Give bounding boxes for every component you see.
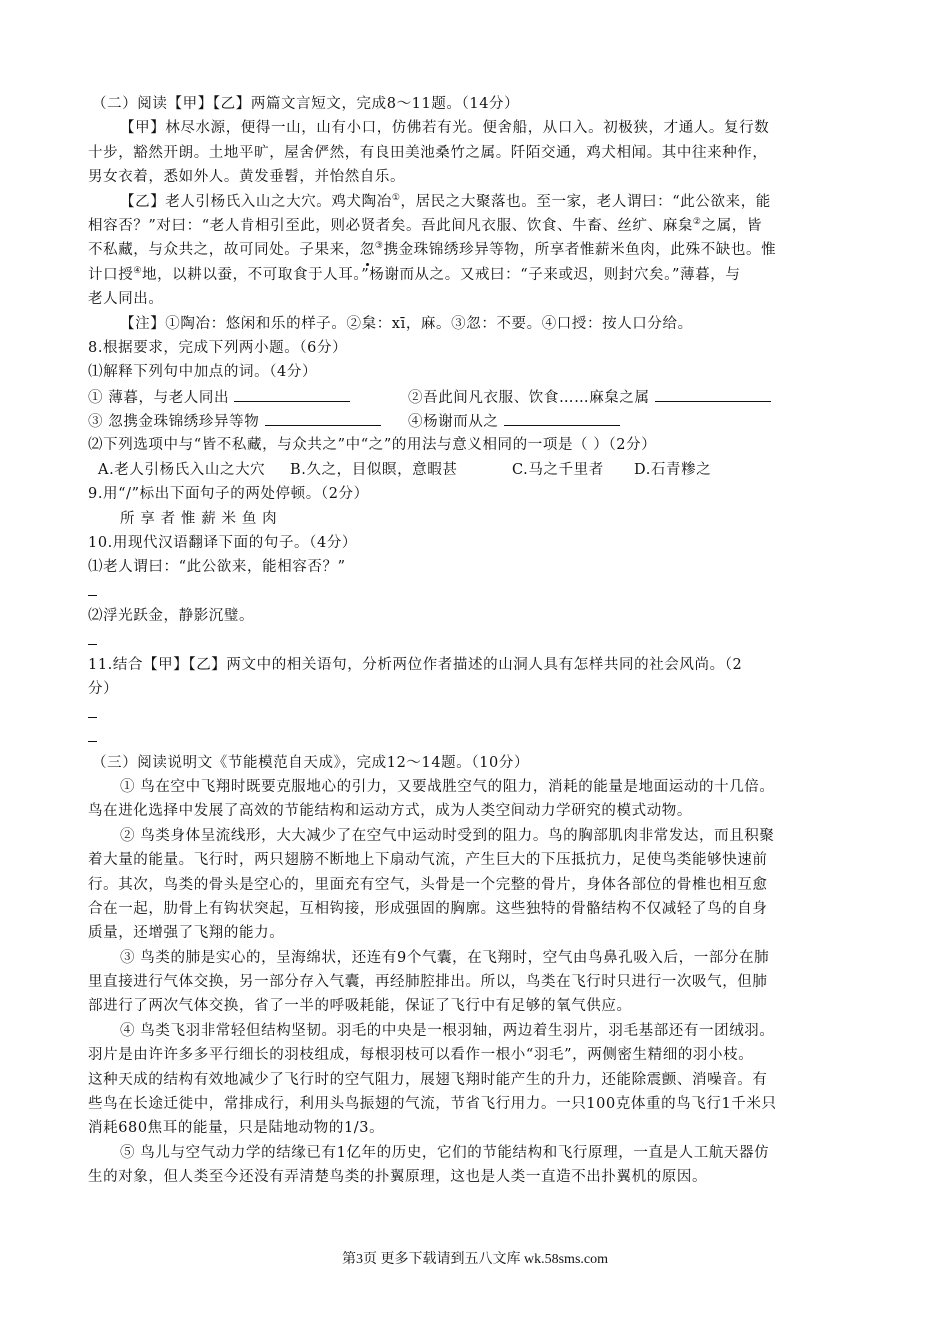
answer-blank[interactable] [234,385,350,402]
paragraph-4-line: 消耗680焦耳的能量，只是陆地动物的1/3。 [88,1120,385,1137]
passage-yi-line: 不私藏，与众共之，故可同处。子果来，忽③携金珠锦绣珍异等物，所享者惟薪米鱼肉，此殊不缺也。惟 [88,238,868,262]
question-11-line: 11.结合【甲】【乙】两文中的相关语句，分析两位作者描述的山洞人具有怎样共同的社会风尚。（2 [88,656,743,673]
footnote-marker: ④ [133,265,142,276]
paragraph-2-line: 行。其次，鸟类的骨头是空心的，里面充有空气，头骨是一个完整的骨片，身体各部位的骨椎也相互愈 [88,876,768,893]
paragraph-2-line: 质量，还增强了飞翔的能力。 [88,925,285,942]
footnote-marker: ② [692,217,702,228]
paragraph-4-line: ④ 鸟类飞羽非常轻但结构坚韧。羽毛的中央是一根羽轴，两边着生羽片，羽毛基部还有一团绒羽。 [120,1022,775,1039]
question-11-line: 分） [88,681,119,698]
q8-items-row [88,385,868,409]
passage-yi-line: 【乙】老人引杨氏入山之大穴。鸡犬陶冶①，居民之大聚落也。至一家，老人谓曰：“此公欲来，能 [120,192,771,210]
annotation-note: 【注】①陶冶：悠闲和乐的样子。②枲：xī，麻。③忽：不要。④口授：按人口分给。 [120,315,693,332]
q8-items-row [88,409,868,433]
question-8-title: 8.根据要求，完成下列两小题。（6分） [88,339,348,356]
dotted-word: 忽 [360,238,375,262]
passage-jia-line: 十步，豁然开朗。土地平旷，屋舍俨然，有良田美池桑竹之属。阡陌交通，鸡犬相闻。其中往来种作， [88,144,768,161]
paragraph-2-line: ② 鸟类身体呈流线形，大大减少了在空气中运动时受到的阻力。鸟的胸部肌肉非常发达，而且积聚 [120,827,775,844]
answer-line[interactable] [88,629,868,653]
question-8-part1: ⑴解释下列句中加点的词。（4分） [88,364,318,381]
question-10-sentence-1: ⑴老人谓曰：“此公欲来，能相容否？” [88,559,346,576]
answer-line[interactable] [88,580,868,604]
question-10-sentence-2: ⑵浮光跃金，静影沉璧。 [88,608,255,625]
q8-item-1: ① 薄暮，与老人同出 [88,389,230,406]
exam-page [88,92,868,1190]
paragraph-2-line: 合在一起，肋骨上有钩状突起，互相钩接，形成强固的胸廓。这些独特的骨骼结构不仅减轻了鸟的自身 [88,900,768,917]
paragraph-4-line: 羽片是由许许多多平行细长的羽枝组成，每根羽枝可以看作一根小“羽毛”，两侧密生精细的羽小枝。 [88,1047,754,1064]
paragraph-1-line: ① 鸟在空中飞翔时既要克服地心的引力，又要战胜空气的阻力，消耗的能量是地面运动的十几倍。 [120,778,775,795]
paragraph-3-line: ③ 鸟类的肺是实心的，呈海绵状，还连有9个气囊，在飞翔时，空气由鸟鼻孔吸入后，一部分在肺 [120,949,770,966]
option-c[interactable]: C.马之千里者 [512,461,604,478]
page-footer: 第3页 更多下载请到五八文库 wk.58sms.com [342,1252,608,1267]
q8-item-4: ④杨谢而从之 [408,414,499,431]
footnote-marker: ③ [374,241,384,252]
option-a[interactable]: A.老人引杨氏入山之大穴 [98,461,266,478]
paragraph-4-line: 这种天成的结构有效地减少了飞行时的空气阻力，展翅飞翔时能产生的升力，还能除震颤、消噪音。有 [88,1071,768,1088]
section-2-heading: （二）阅读【甲】【乙】两篇文言短文，完成8～11题。（14分） [92,96,520,112]
option-d[interactable]: D.石青糁之 [634,461,712,478]
answer-blank[interactable] [504,409,620,426]
passage-yi-line: 相容否？”对曰：“老人肯相引至此，则必贤者矣。吾此间凡衣服、饮食、牛畜、丝纩、麻枲②之属，皆 [88,217,762,234]
option-b[interactable]: B.久之，目似瞑，意暇甚 [290,461,458,478]
passage-yi-line: 计口授④地，以耕以蚕，不可取食于人耳。”杨谢而从之。又戒曰：“子来或迟，则封穴矣。”薄暮，与 [88,265,741,283]
answer-line[interactable] [88,726,868,750]
answer-blank[interactable] [265,409,381,426]
passage-jia-line: 【甲】林尽水源，便得一山，山有小口，仿佛若有光。便舍船，从口入。初极狭，才通人。复行数 [120,120,770,137]
passage-jia-line: 男女衣着，悉如外人。黄发垂髫，并怡然自乐。 [88,169,406,186]
paragraph-4-line: 些鸟在长途迁徙中，常排成行，利用头鸟振翅的气流，节省飞行用力。一只100克体重的鸟飞行1千米只 [88,1096,777,1113]
answer-blank[interactable] [655,385,771,402]
q8-item-2: ②吾此间凡衣服、饮食……麻枲之属 [408,389,650,406]
question-8-part2: ⑵下列选项中与“皆不私藏，与众共之”中“之”的用法与意义相同的一项是（ ）（2分） [88,437,657,454]
paragraph-1-line: 鸟在进化选择中发展了高效的节能结构和运动方式，成为人类空间动力学研究的模式动物。 [88,803,692,820]
q8-item-3: ③ 忽携金珠锦绣珍异等物 [88,414,260,431]
q8-options-row [88,458,868,482]
paragraph-5-line: ⑤ 鸟儿与空气动力学的结缘已有1亿年的历史，它们的节能结构和飞行原理，一直是人工航天器仿 [120,1144,770,1161]
question-9-sentence: 所 享 者 惟 薪 米 鱼 肉 [120,510,278,527]
paragraph-5-line: 生的对象，但人类至今还没有弄清楚鸟类的扑翼原理，这也是人类一直造不出扑翼机的原因。 [88,1169,708,1186]
passage-yi-line: 老人同出。 [88,291,164,308]
footnote-marker: ① [391,192,401,203]
question-10-title: 10.用现代汉语翻译下面的句子。（4分） [88,535,358,552]
paragraph-2-line: 着大量的能量。飞行时，两只翅膀不断地上下扇动气流，产生巨大的下压抵抗力，足使鸟类能够快速前 [88,852,768,869]
paragraph-3-line: 里直接进行气体交换，另一部分存入气囊，再经肺腔排出。所以，鸟类在飞行时只进行一次吸气，但肺 [88,974,768,991]
section-3-heading: （三）阅读说明文《节能模范自天成》，完成12～14题。（10分） [92,754,530,771]
paragraph-3-line: 部进行了两次气体交换，省了一半的呼吸耗能，保证了飞行中有足够的氧气供应。 [88,998,632,1015]
answer-line[interactable] [88,702,868,726]
question-9-title: 9.用“/”标出下面句子的两处停顿。（2分） [88,486,369,503]
